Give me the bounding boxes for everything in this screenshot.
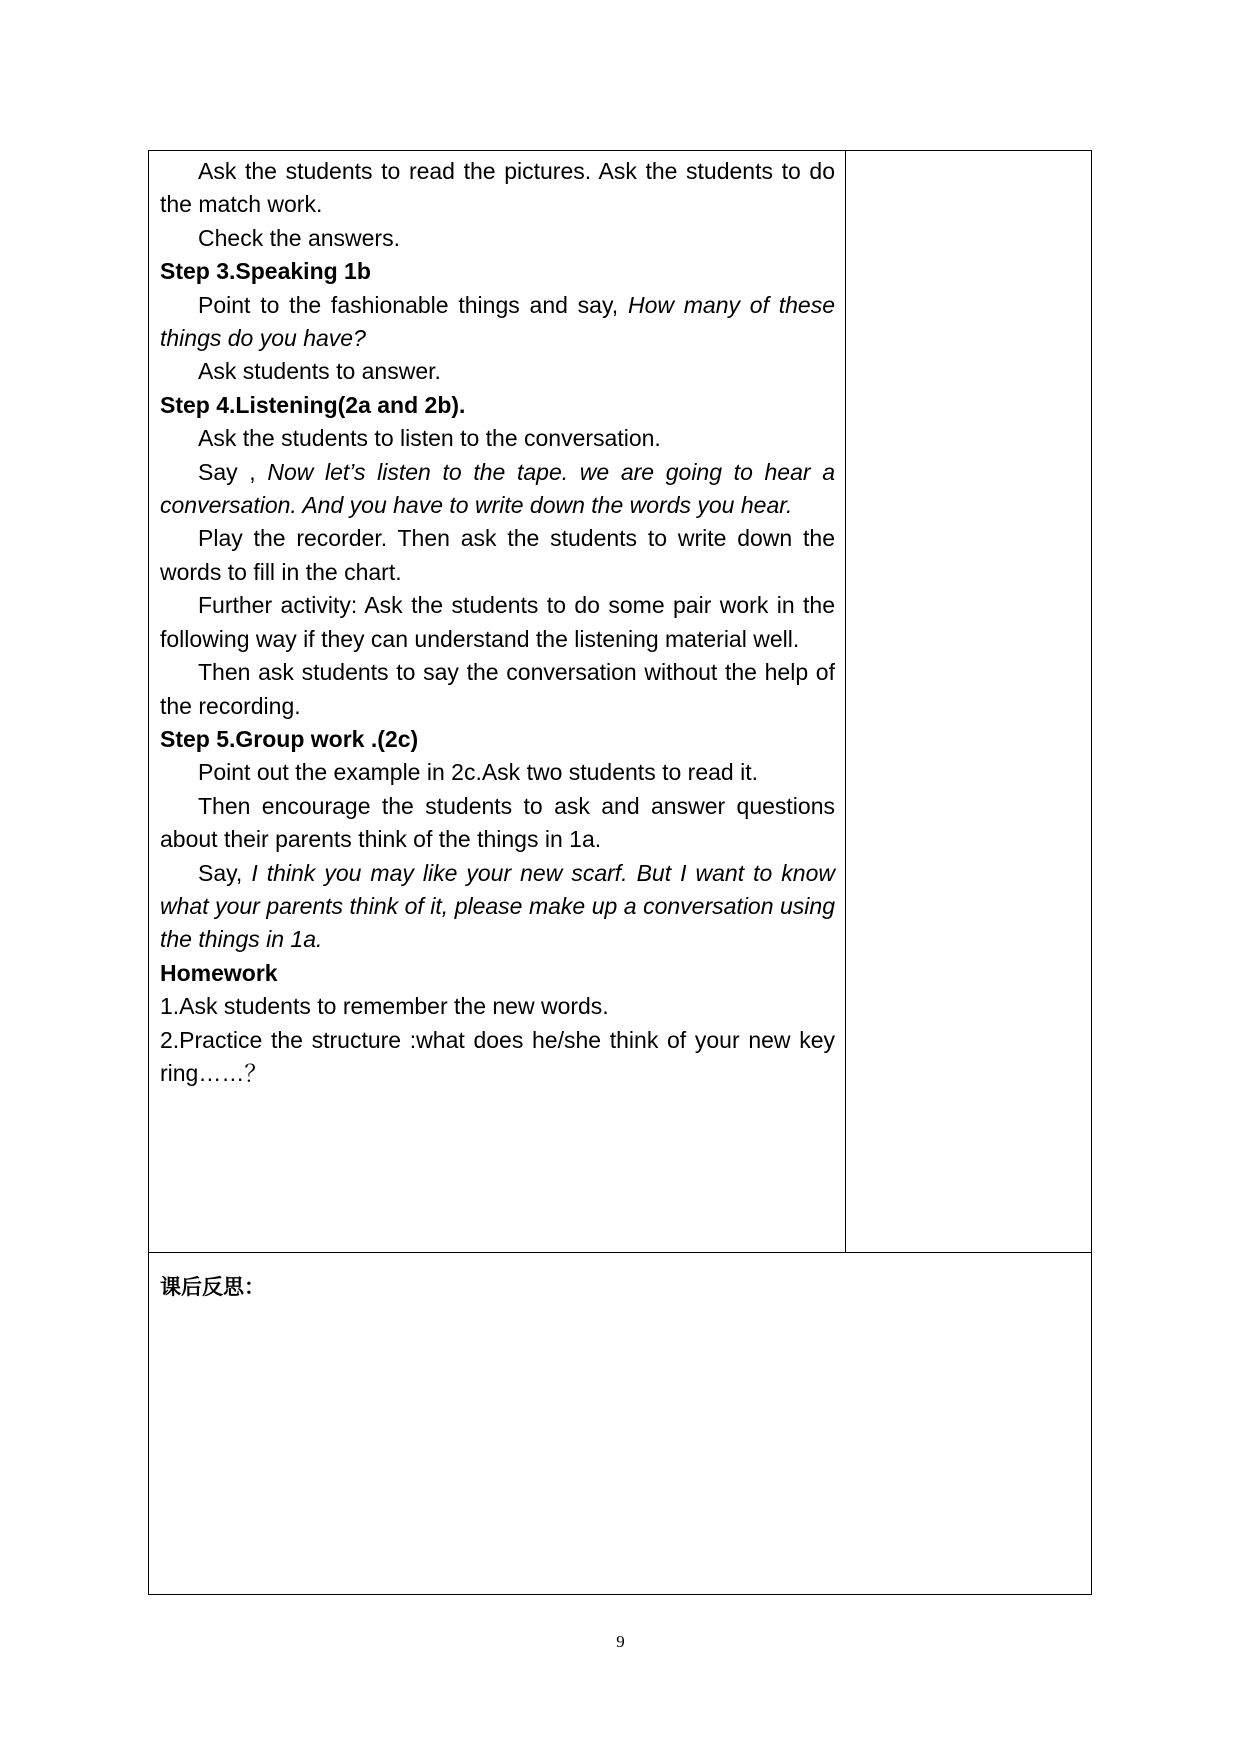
paragraph-point-example: Point out the example in 2c.Ask two students to read it. [198,759,758,786]
lesson-plan-table [148,150,1092,1595]
reflection-label: 课后反思： [160,1275,265,1299]
paragraph-say-listen-tape [160,456,835,523]
italic-instruction: Now let’s listen to the tape. we are going to hear a conversation. And you have to write down the words you hear. [160,458,835,519]
step-5-heading: Step 5.Group work .(2c) [160,725,419,752]
paragraph-encourage-students: Then encourage the students to ask and answer questions about their parents think of the things in 1a. [160,792,835,853]
lesson-steps-cell [149,151,846,1252]
paragraph-listen-conversation: Ask the students to listen to the conversation. [198,425,661,452]
paragraph-read-pictures: Ask the students to read the pictures. Ask the students to do the match work. [160,158,835,218]
paragraph-further-activity: Further activity: Ask the students to do some pair work in the following way if they can understand the listening material well. [160,592,835,652]
paragraph-text: Point to the fashionable things and say, [198,291,628,318]
paragraph-check-answers: Check the answers. [198,224,400,251]
paragraph-point-fashionable [160,289,835,356]
paragraph-text: Say, [198,859,252,886]
notes-cell [846,151,1091,1252]
paragraph-text: Say , [198,458,268,485]
paragraph-play-recorder: Play the recorder. Then ask the students to write down the words to fill in the chart. [160,525,835,585]
paragraph-ask-answer: Ask students to answer. [198,358,441,385]
reflection-row [149,1253,1091,1594]
step-3-heading: Step 3.Speaking 1b [160,258,371,285]
italic-example: I think you may like your new scarf. But I want to know what your parents think of it, please make up a conversation using the things in 1a. [160,859,835,953]
paragraph-say-scarf [160,857,835,957]
homework-heading: Homework [160,959,278,986]
paragraph-say-without-help: Then ask students to say the conversation without the help of the recording. [160,659,835,719]
lesson-content-row [149,151,1091,1253]
italic-question: How many of these things do you have? [160,291,836,352]
page-number: 9 [616,1632,625,1651]
step-4-heading: Step 4.Listening(2a and 2b). [160,391,466,418]
homework-item-1: 1.Ask students to remember the new words. [160,993,609,1020]
homework-item-2: 2.Practice the structure :what does he/she think of your new key ring……？ [160,1026,835,1086]
